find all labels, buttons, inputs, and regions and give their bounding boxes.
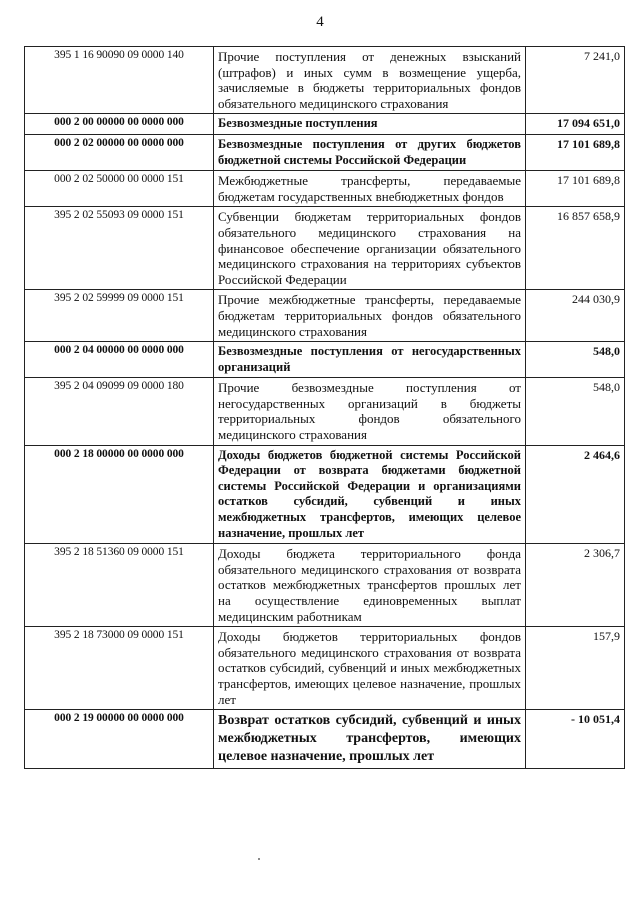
amount-cell: 7 241,0	[526, 47, 625, 114]
budget-code-cell: 395 2 04 09099 09 0000 180	[25, 378, 214, 445]
budget-code-cell: 395 2 18 73000 09 0000 151	[25, 627, 214, 710]
income-name-cell: Доходы бюджетов территориальных фондов обязательного медицинского страхования от возврата остатков субсидий, субвенций и иных межбюджетных трансфертов, имеющих целевое назначение, прошлых лет	[214, 627, 526, 710]
table-row	[25, 445, 625, 544]
income-name-cell: Прочие безвозмездные поступления от негосударственных организаций в бюджеты территориальных фондов обязательного медицинского страхования	[214, 378, 526, 445]
budget-code-cell: 000 2 19 00000 00 0000 000	[25, 710, 214, 769]
table-row	[25, 134, 625, 170]
budget-code-cell: 000 2 04 00000 00 0000 000	[25, 342, 214, 378]
income-name-cell: Возврат остатков субсидий, субвенций и иных межбюджетных трансфертов, имеющих целевое назначение, прошлых лет	[214, 710, 526, 769]
table-row	[25, 290, 625, 342]
table-row	[25, 47, 625, 114]
table-row	[25, 114, 625, 135]
budget-code-cell: 000 2 18 00000 00 0000 000	[25, 445, 214, 544]
table-row	[25, 207, 625, 290]
budget-code-cell: 395 2 18 51360 09 0000 151	[25, 544, 214, 627]
amount-cell: 2 464,6	[526, 445, 625, 544]
income-name-cell: Безвозмездные поступления от других бюджетов бюджетной системы Российской Федерации	[214, 134, 526, 170]
table-body	[25, 47, 625, 769]
table-row	[25, 378, 625, 445]
amount-cell: 17 101 689,8	[526, 134, 625, 170]
scan-speck	[258, 858, 260, 860]
income-name-cell: Прочие межбюджетные трансферты, передаваемые бюджетам территориальных фондов обязательного медицинского страхования	[214, 290, 526, 342]
income-name-cell: Безвозмездные поступления от негосударственных организаций	[214, 342, 526, 378]
amount-cell: 17 101 689,8	[526, 171, 625, 207]
budget-code-cell: 000 2 00 00000 00 0000 000	[25, 114, 214, 135]
budget-revenue-table	[24, 46, 625, 769]
income-name-cell: Межбюджетные трансферты, передаваемые бюджетам государственных внебюджетных фондов	[214, 171, 526, 207]
amount-cell: - 10 051,4	[526, 710, 625, 769]
budget-code-cell: 000 2 02 00000 00 0000 000	[25, 134, 214, 170]
amount-cell: 244 030,9	[526, 290, 625, 342]
amount-cell: 157,9	[526, 627, 625, 710]
budget-code-cell: 395 2 02 55093 09 0000 151	[25, 207, 214, 290]
income-name-cell: Субвенции бюджетам территориальных фондов обязательного медицинского страхования на финансовое обеспечение организации обязательного медицинского страхования на территориях субъектов Российской Федерации	[214, 207, 526, 290]
table-row	[25, 710, 625, 769]
amount-cell: 548,0	[526, 342, 625, 378]
table-row	[25, 171, 625, 207]
amount-cell: 548,0	[526, 378, 625, 445]
amount-cell: 2 306,7	[526, 544, 625, 627]
table-row	[25, 342, 625, 378]
income-name-cell: Доходы бюджетов бюджетной системы Российской Федерации от возврата бюджетами бюджетной системы Российской Федерации и организациями остатков субсидий, субвенций и иных межбюджетных трансфертов, имеющих целевое назначение, прошлых лет	[214, 445, 526, 544]
income-name-cell: Безвозмездные поступления	[214, 114, 526, 135]
budget-code-cell: 395 2 02 59999 09 0000 151	[25, 290, 214, 342]
budget-code-cell: 000 2 02 50000 00 0000 151	[25, 171, 214, 207]
table-row	[25, 544, 625, 627]
amount-cell: 17 094 651,0	[526, 114, 625, 135]
budget-code-cell: 395 1 16 90090 09 0000 140	[25, 47, 214, 114]
income-name-cell: Прочие поступления от денежных взысканий (штрафов) и иных сумм в возмещение ущерба, зачисляемые в бюджеты территориальных фондов обязательного медицинского страхования	[214, 47, 526, 114]
table-row	[25, 627, 625, 710]
amount-cell: 16 857 658,9	[526, 207, 625, 290]
income-name-cell: Доходы бюджета территориального фонда обязательного медицинского страхования от возврата остатков межбюджетных трансфертов прошлых лет на осуществление единовременных выплат медицинским работникам	[214, 544, 526, 627]
page-number: 4	[316, 14, 324, 30]
